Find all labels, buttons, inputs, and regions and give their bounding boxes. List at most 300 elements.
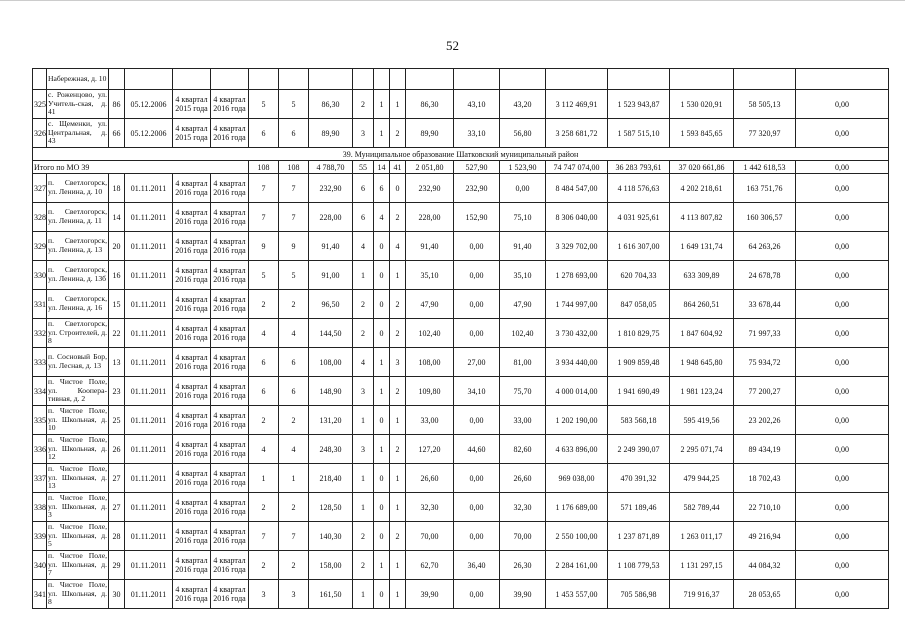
value-cell: 6 [249, 377, 279, 406]
quarter-end-cell: 4 квартал 2016 года [211, 580, 249, 609]
value-cell: 26,60 [406, 464, 454, 493]
value-cell: 2 [390, 522, 406, 551]
value-cell: 228,00 [406, 203, 454, 232]
value-cell: 3 112 469,91 [546, 90, 608, 119]
value-cell: 1 530 020,91 [670, 90, 734, 119]
total-value-cell: 4 788,70 [309, 161, 353, 174]
value-cell: 0,00 [796, 493, 889, 522]
value-cell: 2 [353, 90, 374, 119]
total-value-cell: 74 747 074,00 [546, 161, 608, 174]
value-cell: 5 [249, 261, 279, 290]
address-cell: с. Роженцово, ул. Учитель-ская, д. 41 [47, 90, 109, 119]
address-cell: п. Светлогорск, ул. Ленина, д. 13б [47, 261, 109, 290]
value-cell: 77 320,97 [734, 119, 796, 148]
address-cell: п. Чистое Поле, ул. Школьная, д. 7 [47, 551, 109, 580]
value-cell: 218,40 [309, 464, 353, 493]
address-cell: п. Светлогорск, ул. Ленина, д. 13 [47, 232, 109, 261]
value-cell: 22 710,10 [734, 493, 796, 522]
value-cell: 1 [374, 435, 390, 464]
quarter-end-cell: 4 квартал 2016 года [211, 406, 249, 435]
value-cell: 4 [279, 435, 309, 464]
row-number: 329 [33, 232, 47, 261]
table-row [33, 493, 889, 522]
value-cell: 1 [390, 493, 406, 522]
value-cell: 1 909 859,48 [608, 348, 670, 377]
value-cell: 36,40 [454, 551, 500, 580]
value-cell: 620 704,33 [608, 261, 670, 290]
value-cell: 1 847 604,92 [670, 319, 734, 348]
value-cell: 89 434,19 [734, 435, 796, 464]
table-row [33, 580, 889, 609]
value-cell: 131,20 [309, 406, 353, 435]
table-row [33, 319, 889, 348]
value-cell: 158,00 [309, 551, 353, 580]
row-number: 327 [33, 174, 47, 203]
year-cell: 22 [109, 319, 125, 348]
quarter-end-cell: 4 квартал 2016 года [211, 203, 249, 232]
value-cell: 232,90 [406, 174, 454, 203]
value-cell: 0,00 [454, 493, 500, 522]
value-cell: 0,00 [454, 580, 500, 609]
quarter-end-cell: 4 квартал 2016 года [211, 435, 249, 464]
value-cell: 70,00 [406, 522, 454, 551]
row-number: 340 [33, 551, 47, 580]
total-value-cell: 2 051,80 [406, 161, 454, 174]
value-cell: 2 284 161,00 [546, 551, 608, 580]
value-cell: 248,30 [309, 435, 353, 464]
quarter-end-cell: 4 квартал 2016 года [211, 261, 249, 290]
value-cell: 2 295 071,74 [670, 435, 734, 464]
value-cell: 109,80 [406, 377, 454, 406]
date-cell: 01.11.2011 [125, 261, 173, 290]
value-cell: 71 997,33 [734, 319, 796, 348]
value-cell: 1 453 557,00 [546, 580, 608, 609]
value-cell: 5 [279, 261, 309, 290]
value-cell: 34,10 [454, 377, 500, 406]
address-cell: п. Чистое Поле, ул. Школьная, д. 3 [47, 493, 109, 522]
value-cell: 0,00 [454, 261, 500, 290]
value-cell: 4 [374, 203, 390, 232]
address-cell: с. Щеменки, ул. Центральная, д. 43 [47, 119, 109, 148]
value-cell: 75 934,72 [734, 348, 796, 377]
quarter-end-cell: 4 квартал 2016 года [211, 319, 249, 348]
row-number: 337 [33, 464, 47, 493]
value-cell: 1 108 779,53 [608, 551, 670, 580]
value-cell: 1 616 307,00 [608, 232, 670, 261]
value-cell: 86,30 [309, 90, 353, 119]
total-value-cell: 108 [279, 161, 309, 174]
date-cell: 01.11.2011 [125, 580, 173, 609]
value-cell: 3 730 432,00 [546, 319, 608, 348]
row-number: 326 [33, 119, 47, 148]
table-row [33, 69, 889, 90]
value-cell: 91,00 [309, 261, 353, 290]
quarter-end-cell: 4 квартал 2016 года [211, 377, 249, 406]
quarter-end-cell: 4 квартал 2016 года [211, 348, 249, 377]
value-cell: 571 189,46 [608, 493, 670, 522]
row-number: 341 [33, 580, 47, 609]
value-cell: 595 419,56 [670, 406, 734, 435]
row-number: 335 [33, 406, 47, 435]
housing-table [32, 68, 889, 609]
address-cell: п. Чистое Поле, ул. Школьная, д. 13 [47, 464, 109, 493]
date-cell: 05.12.2006 [125, 119, 173, 148]
value-cell: 232,90 [309, 174, 353, 203]
quarter-end-cell: 4 квартал 2016 года [211, 290, 249, 319]
value-cell: 27,00 [454, 348, 500, 377]
value-cell: 4 [353, 232, 374, 261]
year-cell: 13 [109, 348, 125, 377]
year-cell: 86 [109, 90, 125, 119]
value-cell: 127,20 [406, 435, 454, 464]
value-cell: 1 981 123,24 [670, 377, 734, 406]
date-cell: 01.11.2011 [125, 522, 173, 551]
value-cell: 1 [353, 493, 374, 522]
table-row [33, 174, 889, 203]
total-value-cell: 1 442 618,53 [734, 161, 796, 174]
quarter-start-cell: 4 квартал 2016 года [173, 464, 211, 493]
value-cell: 9 [279, 232, 309, 261]
value-cell: 1 263 011,17 [670, 522, 734, 551]
year-cell: 16 [109, 261, 125, 290]
date-cell: 01.11.2011 [125, 406, 173, 435]
value-cell: 6 [279, 377, 309, 406]
value-cell: 4 [353, 348, 374, 377]
page-number: 52 [446, 38, 459, 53]
total-value-cell: 527,90 [454, 161, 500, 174]
value-cell: 5 [279, 90, 309, 119]
value-cell: 4 118 576,63 [608, 174, 670, 203]
value-cell: 7 [249, 174, 279, 203]
value-cell: 2 [249, 493, 279, 522]
value-cell: 7 [279, 203, 309, 232]
value-cell: 1 [390, 261, 406, 290]
value-cell: 89,90 [309, 119, 353, 148]
value-cell: 2 [279, 406, 309, 435]
total-value-cell: 108 [249, 161, 279, 174]
value-cell: 4 000 014,00 [546, 377, 608, 406]
row-number: 333 [33, 348, 47, 377]
value-cell: 33 678,44 [734, 290, 796, 319]
quarter-start-cell: 4 квартал 2016 года [173, 435, 211, 464]
address-cell: п. Чистое Поле, ул. Школьная, д. 10 [47, 406, 109, 435]
value-cell: 3 934 440,00 [546, 348, 608, 377]
date-cell: 01.11.2011 [125, 174, 173, 203]
value-cell: 7 [249, 203, 279, 232]
value-cell: 160 306,57 [734, 203, 796, 232]
total-value-cell: 41 [390, 161, 406, 174]
value-cell: 2 249 390,07 [608, 435, 670, 464]
year-cell: 18 [109, 174, 125, 203]
value-cell: 4 [390, 232, 406, 261]
value-cell: 0 [374, 406, 390, 435]
value-cell: 0,00 [796, 522, 889, 551]
value-cell: 3 329 702,00 [546, 232, 608, 261]
date-cell: 01.11.2011 [125, 232, 173, 261]
year-cell: 14 [109, 203, 125, 232]
value-cell: 6 [249, 348, 279, 377]
top-rule [0, 0, 905, 1]
year-cell: 30 [109, 580, 125, 609]
table-row [33, 377, 889, 406]
value-cell: 2 [279, 290, 309, 319]
address-cell: п. Светлогорск, ул. Ленина, д. 10 [47, 174, 109, 203]
value-cell: 4 [279, 319, 309, 348]
value-cell: 1 [353, 406, 374, 435]
value-cell: 0,00 [796, 377, 889, 406]
value-cell: 28 053,65 [734, 580, 796, 609]
value-cell: 0,00 [500, 174, 546, 203]
row-number: 330 [33, 261, 47, 290]
value-cell: 1 593 845,65 [670, 119, 734, 148]
value-cell: 108,00 [309, 348, 353, 377]
value-cell: 705 586,98 [608, 580, 670, 609]
quarter-start-cell: 4 квартал 2016 года [173, 348, 211, 377]
address-cell: п. Светлогорск, ул. Ленина, д. 16 [47, 290, 109, 319]
row-number: 338 [33, 493, 47, 522]
value-cell: 0 [374, 290, 390, 319]
quarter-end-cell: 4 квартал 2016 года [211, 174, 249, 203]
section-header-row [33, 148, 889, 161]
value-cell: 0,00 [796, 203, 889, 232]
value-cell: 2 [249, 406, 279, 435]
total-value-cell: 1 523,90 [500, 161, 546, 174]
value-cell: 2 [353, 551, 374, 580]
value-cell: 6 [279, 348, 309, 377]
value-cell: 89,90 [406, 119, 454, 148]
table-row [33, 203, 889, 232]
date-cell: 01.11.2011 [125, 377, 173, 406]
value-cell: 7 [249, 522, 279, 551]
value-cell: 3 258 681,72 [546, 119, 608, 148]
table-row [33, 290, 889, 319]
value-cell: 719 916,37 [670, 580, 734, 609]
quarter-start-cell: 4 квартал 2016 года [173, 406, 211, 435]
value-cell: 0 [374, 464, 390, 493]
total-value-cell: 0,00 [796, 161, 889, 174]
table-row [33, 261, 889, 290]
quarter-start-cell: 4 квартал 2016 года [173, 493, 211, 522]
row-number: 331 [33, 290, 47, 319]
value-cell: 75,70 [500, 377, 546, 406]
value-cell: 6 [279, 119, 309, 148]
value-cell: 1 [249, 464, 279, 493]
value-cell: 0 [374, 522, 390, 551]
value-cell: 6 [353, 203, 374, 232]
value-cell: 163 751,76 [734, 174, 796, 203]
value-cell: 33,10 [454, 119, 500, 148]
value-cell: 1 [390, 464, 406, 493]
quarter-start-cell: 4 квартал 2015 года [173, 90, 211, 119]
value-cell: 0,00 [454, 522, 500, 551]
quarter-start-cell: 4 квартал 2015 года [173, 119, 211, 148]
value-cell: 32,30 [500, 493, 546, 522]
value-cell: 6 [374, 174, 390, 203]
value-cell: 0,00 [796, 261, 889, 290]
date-cell: 01.11.2011 [125, 290, 173, 319]
value-cell: 1 810 829,75 [608, 319, 670, 348]
value-cell: 9 [249, 232, 279, 261]
table-row [33, 232, 889, 261]
value-cell: 2 [249, 551, 279, 580]
total-label: Итого по МО 39 [33, 161, 249, 174]
table-row [33, 464, 889, 493]
value-cell: 1 [374, 377, 390, 406]
value-cell: 2 550 100,00 [546, 522, 608, 551]
value-cell: 47,90 [406, 290, 454, 319]
value-cell: 91,40 [406, 232, 454, 261]
value-cell: 2 [353, 522, 374, 551]
value-cell: 1 948 645,80 [670, 348, 734, 377]
value-cell: 58 505,13 [734, 90, 796, 119]
table-row [33, 348, 889, 377]
value-cell: 3 [353, 119, 374, 148]
value-cell: 33,00 [500, 406, 546, 435]
value-cell: 0 [374, 493, 390, 522]
value-cell: 26,60 [500, 464, 546, 493]
year-cell: 25 [109, 406, 125, 435]
value-cell: 583 568,18 [608, 406, 670, 435]
value-cell: 43,20 [500, 90, 546, 119]
value-cell: 26,30 [500, 551, 546, 580]
quarter-end-cell: 4 квартал 2016 года [211, 232, 249, 261]
address-cell: п. Чистое Поле, ул. Школьная, д. 12 [47, 435, 109, 464]
value-cell: 4 633 896,00 [546, 435, 608, 464]
value-cell: 1 [390, 580, 406, 609]
year-cell: 29 [109, 551, 125, 580]
value-cell: 6 [249, 119, 279, 148]
row-number: 334 [33, 377, 47, 406]
quarter-end-cell: 4 квартал 2016 года [211, 464, 249, 493]
date-cell: 01.11.2011 [125, 464, 173, 493]
date-cell: 01.11.2011 [125, 319, 173, 348]
value-cell: 102,40 [500, 319, 546, 348]
value-cell: 152,90 [454, 203, 500, 232]
value-cell: 32,30 [406, 493, 454, 522]
value-cell: 102,40 [406, 319, 454, 348]
value-cell: 1 [390, 406, 406, 435]
value-cell: 43,10 [454, 90, 500, 119]
value-cell: 4 [249, 435, 279, 464]
row-number: 325 [33, 90, 47, 119]
table-row [33, 119, 889, 148]
value-cell: 96,50 [309, 290, 353, 319]
value-cell: 0,00 [796, 464, 889, 493]
quarter-start-cell: 4 квартал 2016 года [173, 174, 211, 203]
quarter-start-cell: 4 квартал 2016 года [173, 522, 211, 551]
value-cell: 2 [249, 290, 279, 319]
value-cell: 4 113 807,82 [670, 203, 734, 232]
quarter-end-cell: 4 квартал 2016 года [211, 90, 249, 119]
value-cell: 1 [353, 464, 374, 493]
value-cell: 1 176 689,00 [546, 493, 608, 522]
date-cell: 01.11.2011 [125, 551, 173, 580]
year-cell: 66 [109, 119, 125, 148]
value-cell: 479 944,25 [670, 464, 734, 493]
value-cell: 81,00 [500, 348, 546, 377]
value-cell: 2 [353, 290, 374, 319]
value-cell: 0,00 [454, 319, 500, 348]
value-cell: 0,00 [796, 174, 889, 203]
value-cell: 23 202,26 [734, 406, 796, 435]
table-row [33, 435, 889, 464]
value-cell: 91,40 [500, 232, 546, 261]
quarter-end-cell: 4 квартал 2016 года [211, 119, 249, 148]
row-number: 336 [33, 435, 47, 464]
quarter-start-cell: 4 квартал 2016 года [173, 580, 211, 609]
value-cell: 1 278 693,00 [546, 261, 608, 290]
value-cell: 1 523 943,87 [608, 90, 670, 119]
value-cell: 91,40 [309, 232, 353, 261]
value-cell: 2 [390, 319, 406, 348]
value-cell: 228,00 [309, 203, 353, 232]
total-value-cell: 55 [353, 161, 374, 174]
value-cell: 1 587 515,10 [608, 119, 670, 148]
value-cell: 148,90 [309, 377, 353, 406]
municipality-header: 39. Муниципальное образование Шатковский муниципальный район [33, 148, 889, 161]
address-cell: п. Чистое Поле, ул. Коопера-тивная, д. 2 [47, 377, 109, 406]
value-cell: 7 [279, 174, 309, 203]
row-number: 339 [33, 522, 47, 551]
value-cell: 470 391,32 [608, 464, 670, 493]
value-cell: 0,00 [454, 464, 500, 493]
value-cell: 1 [353, 261, 374, 290]
value-cell: 3 [390, 348, 406, 377]
quarter-end-cell: 4 квартал 2016 года [211, 493, 249, 522]
value-cell: 39,90 [500, 580, 546, 609]
value-cell: 128,50 [309, 493, 353, 522]
total-value-cell: 37 020 661,86 [670, 161, 734, 174]
value-cell: 44 084,32 [734, 551, 796, 580]
quarter-start-cell: 4 квартал 2016 года [173, 551, 211, 580]
value-cell: 0,00 [796, 406, 889, 435]
value-cell: 1 237 871,89 [608, 522, 670, 551]
value-cell: 56,80 [500, 119, 546, 148]
value-cell: 0,00 [796, 290, 889, 319]
value-cell: 3 [353, 377, 374, 406]
value-cell: 47,90 [500, 290, 546, 319]
value-cell: 0,00 [796, 119, 889, 148]
value-cell: 2 [390, 119, 406, 148]
value-cell: 969 038,00 [546, 464, 608, 493]
address-cell: п. Чистое Поле, ул. Школьная, д. 5 [47, 522, 109, 551]
quarter-start-cell: 4 квартал 2016 года [173, 232, 211, 261]
value-cell: 3 [249, 580, 279, 609]
year-cell: 27 [109, 464, 125, 493]
value-cell: 1 941 690,49 [608, 377, 670, 406]
value-cell: 64 263,26 [734, 232, 796, 261]
value-cell: 1 744 997,00 [546, 290, 608, 319]
value-cell: 2 [390, 435, 406, 464]
value-cell: 3 [353, 435, 374, 464]
value-cell: 161,50 [309, 580, 353, 609]
value-cell: 44,60 [454, 435, 500, 464]
value-cell: 8 306 040,00 [546, 203, 608, 232]
quarter-start-cell: 4 квартал 2016 года [173, 290, 211, 319]
value-cell: 1 202 190,00 [546, 406, 608, 435]
value-cell: 633 309,89 [670, 261, 734, 290]
value-cell: 0,00 [796, 580, 889, 609]
address-cell: п. Светлогорск, ул. Ленина, д. 11 [47, 203, 109, 232]
value-cell: 1 [279, 464, 309, 493]
value-cell: 2 [390, 203, 406, 232]
value-cell: 35,10 [500, 261, 546, 290]
year-cell: 26 [109, 435, 125, 464]
value-cell: 82,60 [500, 435, 546, 464]
value-cell: 0,00 [796, 90, 889, 119]
value-cell: 0,00 [454, 290, 500, 319]
total-value-cell: 14 [374, 161, 390, 174]
